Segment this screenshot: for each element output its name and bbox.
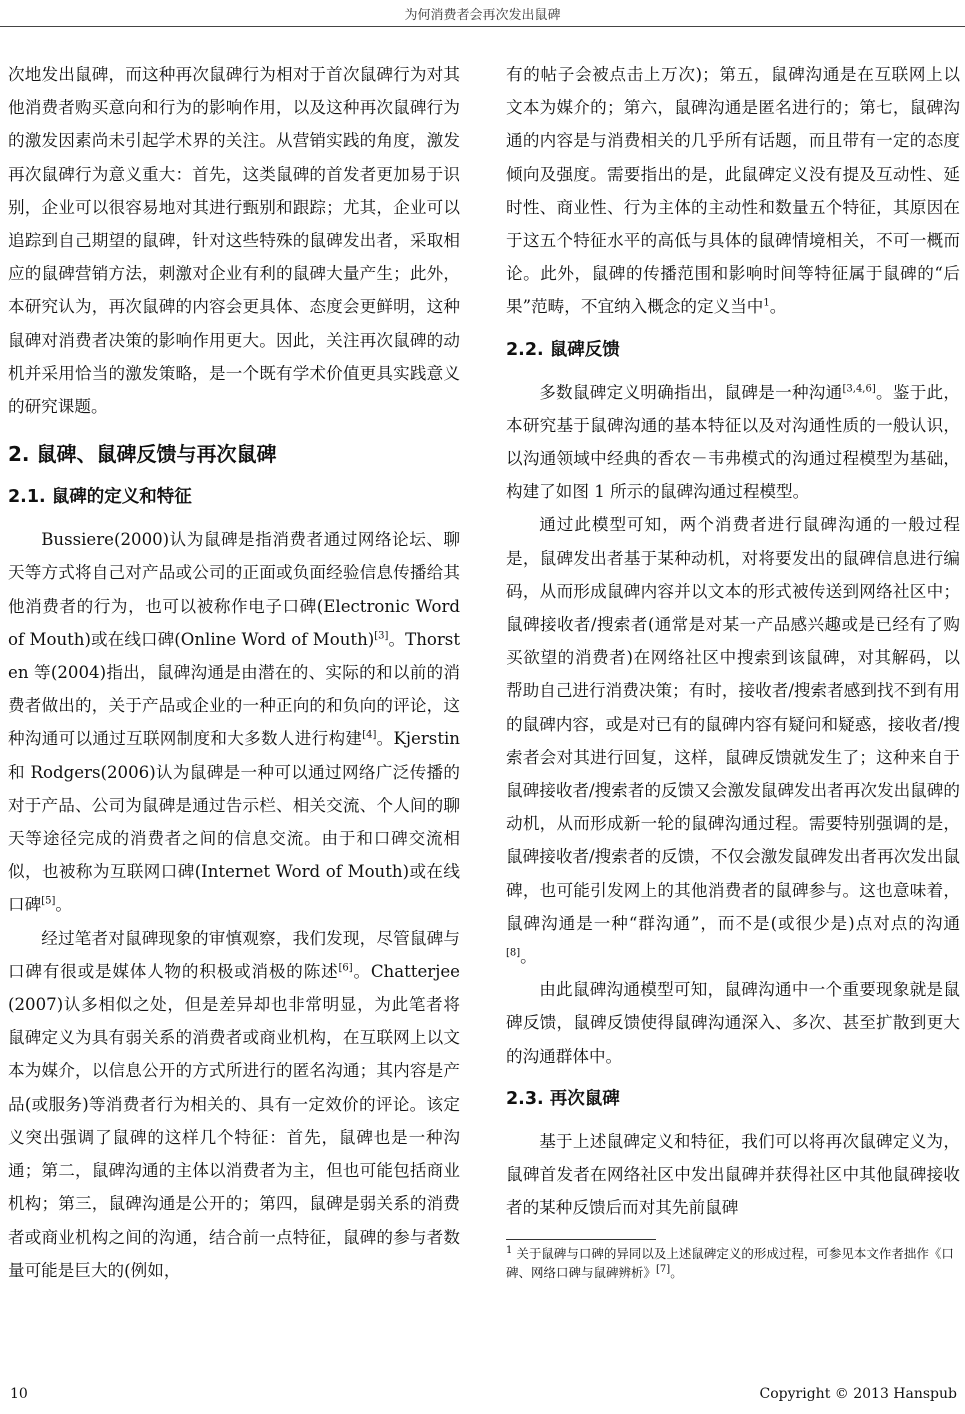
definition-text-a: Bussiere(2000)认为鼠碑是指消费者通过网络论坛、聊天等方式将自己对产品或公司的正面或负面经验信息传播给其他消费者的行为，也可以被称作电子口碑(Electronic Word of Mouth)或在线口碑(Online Word of Mouth)	[8, 530, 460, 649]
citation-ref[interactable]: [8]	[506, 947, 521, 959]
section-2-2-heading: 2.2. 鼠碑反馈	[506, 339, 620, 360]
footnote-rule	[506, 1239, 656, 1240]
footnote	[506, 1244, 960, 1282]
page-number: 10	[10, 1386, 28, 1402]
citation-ref[interactable]: [3]	[374, 630, 389, 642]
feedback-paragraph	[506, 376, 960, 509]
feedback-text-a: 多数鼠碑定义明确指出，鼠碑是一种沟通	[539, 382, 843, 402]
feedback-text-b: 。鉴于此，本研究基于鼠碑沟通的基本特征以及对沟通性质的一般认识，以沟通领域中经典的香农－韦弗模式的沟通过程模型为基础，构建了如图 1 所示的鼠碑沟通过程模型。	[506, 382, 961, 502]
repeat-definition-paragraph: 基于上述鼠碑定义和特征，我们可以将再次鼠碑定义为，鼠碑首发者在网络社区中发出鼠碑并获得社区中其他鼠碑接收者的某种反馈后而对其先前鼠碑	[506, 1131, 960, 1218]
definition-text-b: 。Thorsten 等(2004)指出，鼠碑沟通是由潜在的、实际的和以前的消费者做出的，关于产品或企业的一种正向的和负向的评论，这种沟通可以通过互联网制度和大多数人进行构建	[8, 629, 460, 749]
model-paragraph	[506, 508, 960, 973]
citation-ref[interactable]: [5]	[41, 895, 56, 907]
header-rule	[0, 26, 965, 27]
features-paragraph	[506, 58, 960, 324]
section-2-1-heading: 2.1. 鼠碑的定义和特征	[8, 487, 192, 508]
right-column	[506, 58, 960, 1282]
citation-ref[interactable]: [3,4,6]	[842, 383, 876, 395]
left-column	[8, 58, 460, 1287]
footnote-ref[interactable]: 1	[763, 297, 770, 309]
copyright: Copyright © 2013 Hanspub	[759, 1386, 957, 1402]
intro-paragraph: 次地发出鼠碑，而这种再次鼠碑行为相对于首次鼠碑行为对其他消费者购买意向和行为的影响作用，以及这种再次鼠碑行为的激发因素尚未引起学术界的关注。从营销实践的角度，激发再次鼠碑行为意义重大：首先，这类鼠碑的首发者更加易于识别，企业可以很容易地对其进行甄别和跟踪；尤其，企业可以追踪到自己期望的鼠碑，针对这些特殊的鼠碑发出者，采取相应的鼠碑营销方法，刺激对企业有利的鼠碑大量产生；此外，本研究认为，再次鼠碑的内容会更具体、态度会更鲜明，这种鼠碑对消费者决策的影响作用更大。因此，关注再次鼠碑的动机并采用恰当的激发策略，是一个既有学术价值更具实践意义的研究课题。	[8, 65, 460, 417]
definition-text-d: 。	[55, 895, 72, 915]
features-text-a: 有的帖子会被点击上万次)；第五，鼠碑沟通是在互联网上以文本为媒介的；第六，鼠碑沟通是匿名进行的；第七，鼠碑沟通的内容是与消费相关的几乎所有话题，而且带有一定的态度倾向及强度。需要指出的是，此鼠碑定义没有提及互动性、延时性、商业性、行为主体的主动性和数量五个特征，其原因在于这五个特征水平的高低与具体的鼠碑情境相关，不可一概而论。此外，鼠碑的传播范围和影响时间等特征属于鼠碑的“后果”范畴，不宜纳入概念的定义当中	[506, 65, 960, 317]
phenomenon-paragraph: 由此鼠碑沟通模型可知，鼠碑沟通中一个重要现象就是鼠碑反馈，鼠碑反馈使得鼠碑沟通深入、多次、甚至扩散到更大的沟通群体中。	[506, 980, 960, 1066]
footnote-text-a: 关于鼠碑与口碑的异同以及上述鼠碑定义的形成过程，可参见本文作者拙作《口碑、网络口碑与鼠碑辨析》	[506, 1245, 954, 1280]
citation-ref[interactable]: [4]	[362, 729, 377, 741]
features-text-b: 。	[769, 297, 787, 317]
running-header: 为何消费者会再次发出鼠碑	[404, 8, 561, 23]
observation-text-b: 。Chatterjee(2007)认多相似之处，但是差异却也非常明显，为此笔者将鼠碑定义为具有弱关系的消费者或商业机构，在互联网上以文本为媒介，以信息公开的方式所进行的匿名沟通；其内容是产品(或服务)等消费者行为相关的、具有一定效价的评论。该定义突出强调了鼠碑的这样几个特征：首先，鼠碑也是一种沟通；第二，鼠碑沟通的主体以消费者为主，但也可能包括商业机构；第三，鼠碑沟通是公开的；第四，鼠碑是弱关系的消费者或商业机构之间的沟通，结合前一点特征，鼠碑的参与者数量可能是巨大的(例如，	[8, 961, 461, 1280]
citation-ref[interactable]: [6]	[338, 962, 353, 974]
observation-paragraph	[8, 922, 460, 1287]
model-text-a: 通过此模型可知，两个消费者进行鼠碑沟通的一般过程是，鼠碑发出者基于某种动机，对将要发出的鼠碑信息进行编码，从而形成鼠碑内容并以文本的形式被传送到网络社区中；鼠碑接收者/搜索者(通常是对某一产品感兴趣或是已经有了购买欲望的消费者)在网络社区中搜索到该鼠碑，对其解码，以帮助自己进行消费决策；有时，接收者/搜索者感到找不到有用的鼠碑内容，或是对已有的鼠碑内容有疑问和疑惑，接收者/搜索者会对其进行回复，这样，鼠碑反馈就发生了；这种来自于鼠碑接收者/搜索者的反馈又会激发鼠碑发出者再次发出鼠碑的动机，从而形成新一轮的鼠碑沟通过程。需要特别强调的是，鼠碑接收者/搜索者的反馈，不仅会激发鼠碑发出者再次发出鼠碑，也可能引发网上的其他消费者的鼠碑参与。这也意味着，鼠碑沟通是一种“群沟通”，而不是(或很少是)点对点的沟通	[506, 515, 960, 933]
section-2-3-heading: 2.3. 再次鼠碑	[506, 1088, 620, 1109]
observation-text-a: 经过笔者对鼠碑现象的审慎观察，我们发现，尽管鼠碑与口碑有很或是媒体人物的积极或消极的陈述	[8, 928, 460, 981]
citation-ref[interactable]: [7]	[656, 1263, 671, 1275]
footnote-text-b: 。	[670, 1264, 683, 1280]
section-2-heading: 2. 鼠碑、鼠碑反馈与再次鼠碑	[8, 442, 277, 467]
definition-paragraph	[8, 523, 460, 921]
footnote-number: 1	[506, 1244, 513, 1256]
definition-text-c: 。Kjerstin 和 Rodgers(2006)认为鼠碑是一种可以通过网络广泛传播的对于产品、公司为鼠碑是通过告示栏、相关交流、个人间的聊天等途径完成的消费者之间的信息交流。由于和口碑交流相似，也被称为互联网口碑(Internet Word of Mouth)或在线口碑	[8, 729, 460, 915]
model-text-b: 。	[520, 947, 537, 967]
